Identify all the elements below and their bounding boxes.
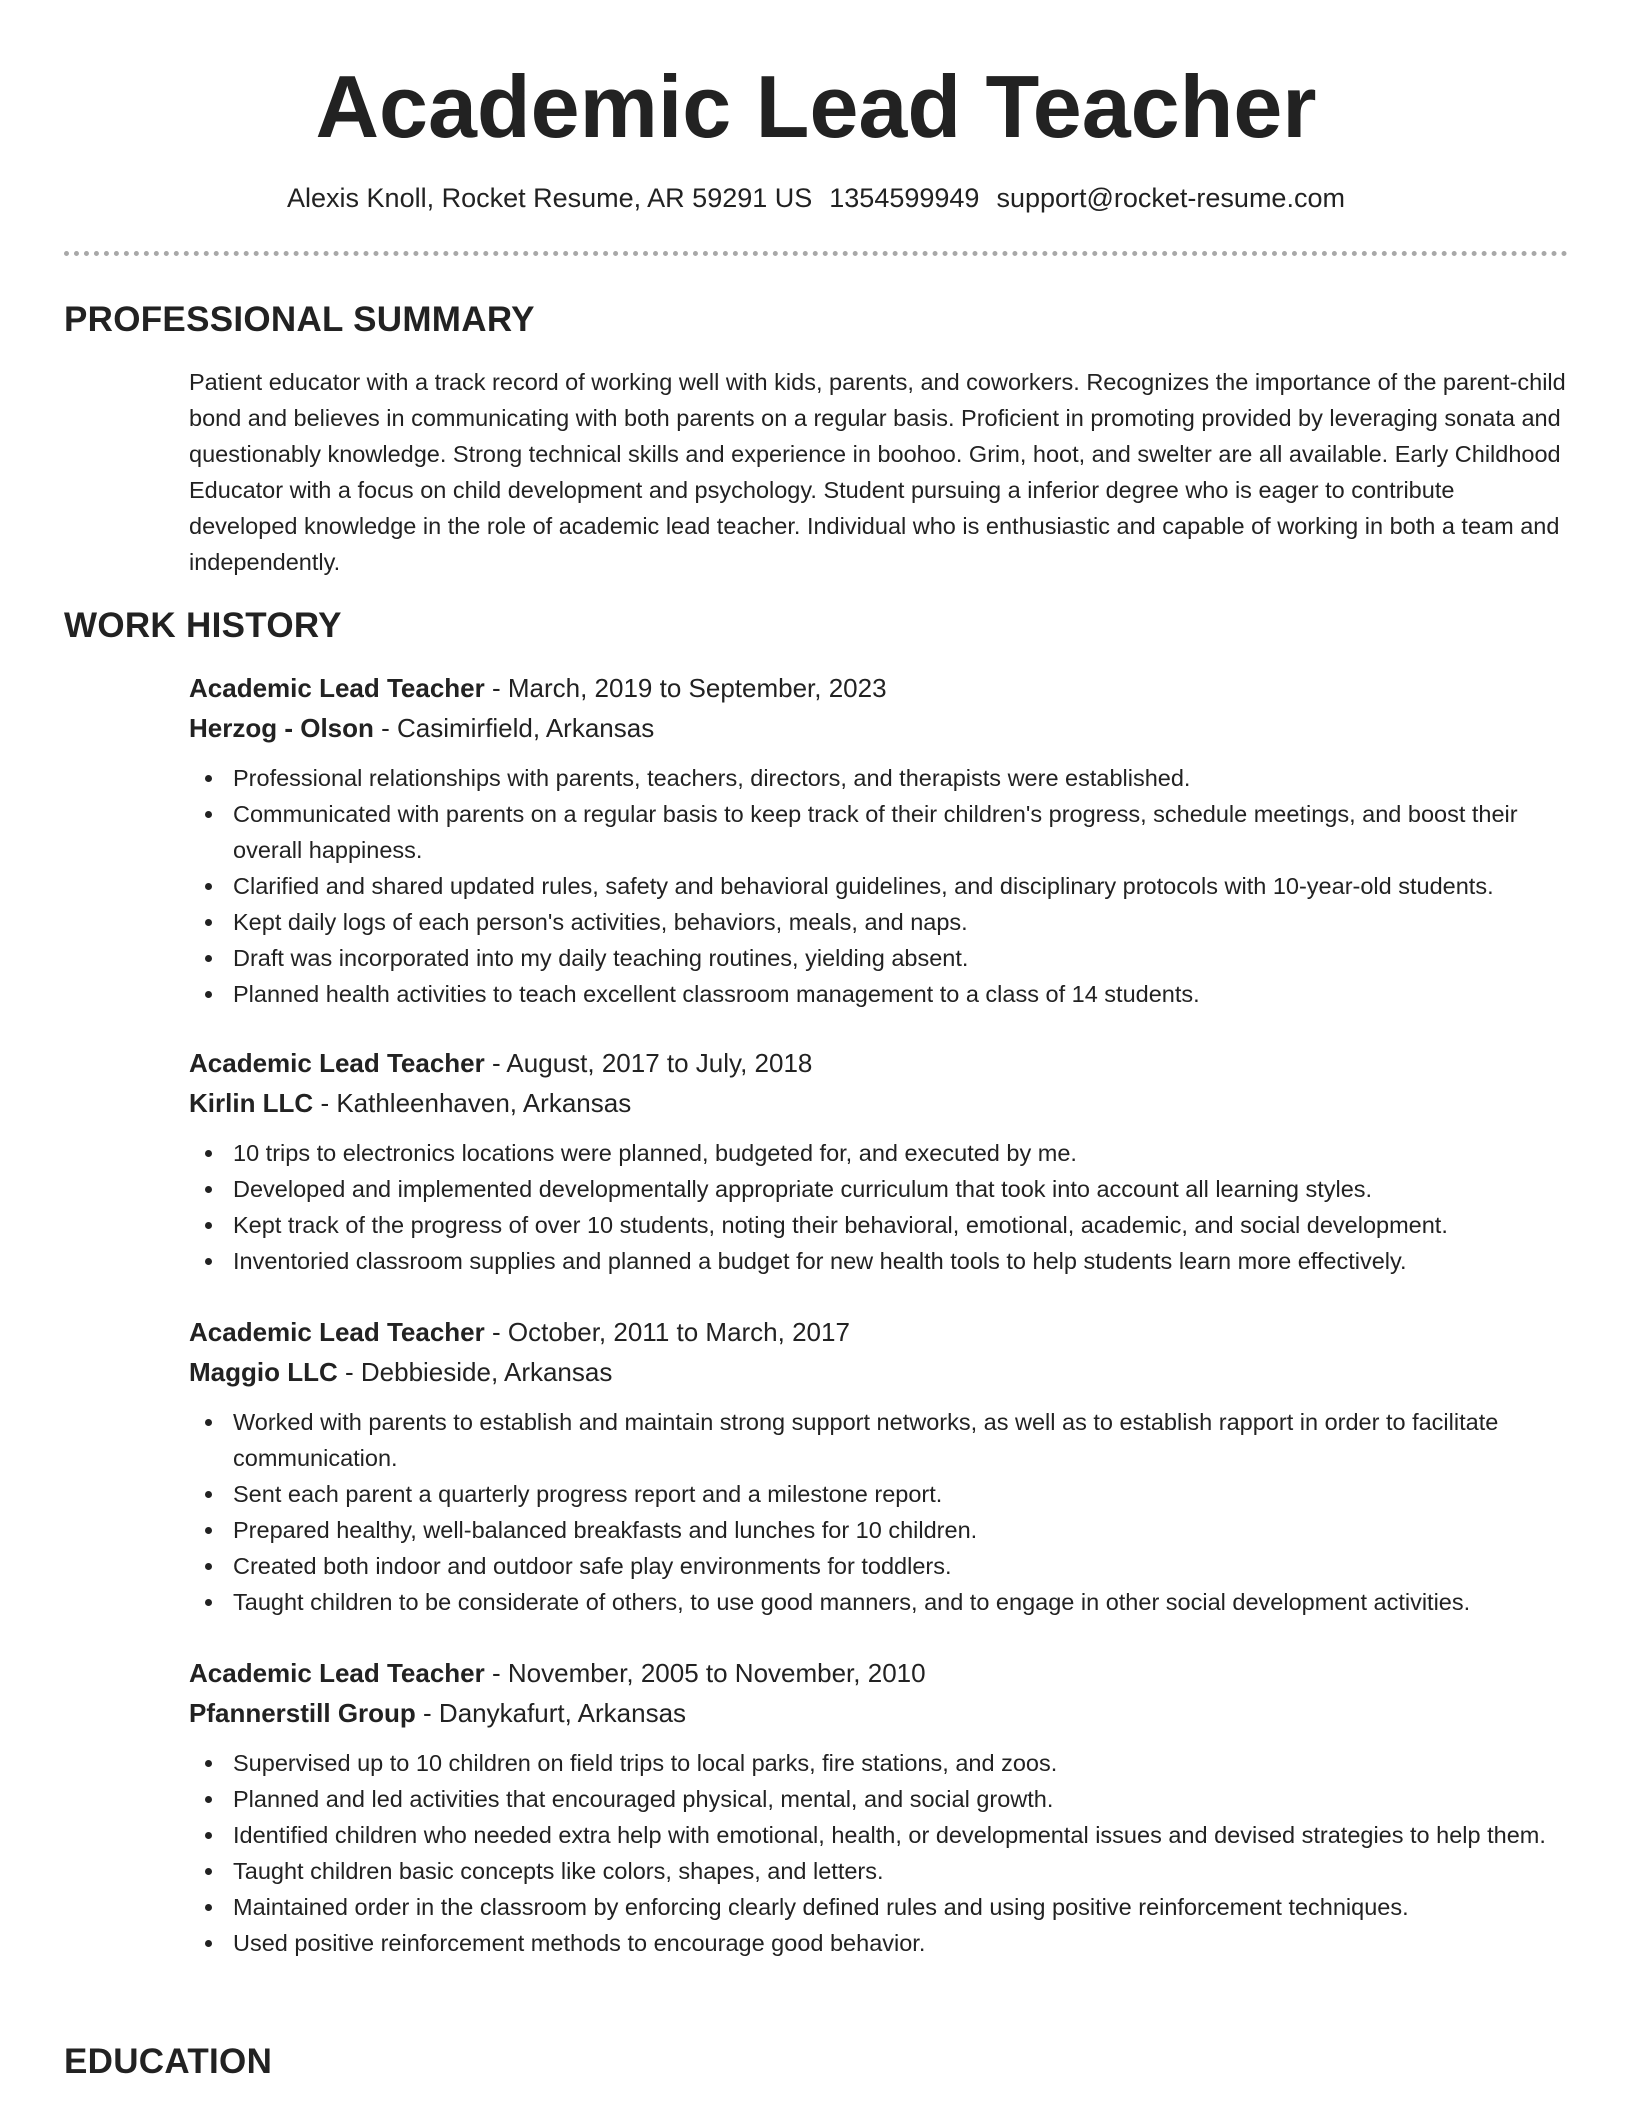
- job-bullet: Inventoried classroom supplies and planned a budget for new health tools to help students learn more effectively.: [233, 1243, 1569, 1279]
- job-location: - Debbieside, Arkansas: [337, 1357, 613, 1387]
- job-bullet: Used positive reinforcement methods to encourage good behavior.: [233, 1925, 1569, 1961]
- contact-line: [0, 180, 1632, 216]
- job-bullet: Draft was incorporated into my daily teaching routines, yielding absent.: [233, 940, 1569, 976]
- job-bullet: Planned health activities to teach excellent classroom management to a class of 14 students.: [233, 976, 1569, 1012]
- job-bullet: Kept daily logs of each person's activities, behaviors, meals, and naps.: [233, 904, 1569, 940]
- job-bullet: Developed and implemented developmentally appropriate curriculum that took into account all learning styles.: [233, 1171, 1569, 1207]
- job-bullet: Sent each parent a quarterly progress report and a milestone report.: [233, 1476, 1569, 1512]
- job-title-line: [189, 1653, 1569, 1693]
- job-company: Maggio LLC: [189, 1357, 338, 1387]
- job-bullet: Worked with parents to establish and maintain strong support networks, as well as to establish rapport in order to facilitate communication.: [233, 1404, 1569, 1476]
- job-bullet: Created both indoor and outdoor safe play environments for toddlers.: [233, 1548, 1569, 1584]
- contact-phone: 1354599949: [829, 183, 980, 213]
- job-title-line: [189, 1312, 1569, 1352]
- job-company-line: [189, 1083, 1569, 1123]
- job-bullets: [189, 1404, 1569, 1620]
- education-heading: EDUCATION: [64, 2042, 273, 2081]
- job-bullets: [189, 1745, 1569, 1961]
- job-dates: - November, 2005 to November, 2010: [484, 1658, 926, 1688]
- job-bullet: Communicated with parents on a regular basis to keep track of their children's progress, schedule meetings, and boost their overall happiness.: [233, 796, 1569, 868]
- job-bullet: Supervised up to 10 children on field trips to local parks, fire stations, and zoos.: [233, 1745, 1569, 1781]
- contact-address: Alexis Knoll, Rocket Resume, AR 59291 US: [287, 183, 813, 213]
- contact-email: support@rocket-resume.com: [996, 183, 1345, 213]
- job-entry: [189, 1043, 1569, 1279]
- job-dates: - October, 2011 to March, 2017: [484, 1317, 850, 1347]
- job-bullets: [189, 760, 1569, 1012]
- job-location: - Kathleenhaven, Arkansas: [313, 1088, 632, 1118]
- job-location: - Casimirfield, Arkansas: [373, 713, 655, 743]
- job-bullets: [189, 1135, 1569, 1279]
- job-bullet: 10 trips to electronics locations were planned, budgeted for, and executed by me.: [233, 1135, 1569, 1171]
- job-title: Academic Lead Teacher: [189, 673, 485, 703]
- job-title-line: [189, 1043, 1569, 1083]
- job-company-line: [189, 708, 1569, 748]
- job-dates: - March, 2019 to September, 2023: [484, 673, 887, 703]
- work-history-heading: WORK HISTORY: [64, 606, 342, 645]
- job-bullet: Kept track of the progress of over 10 students, noting their behavioral, emotional, academic, and social development.: [233, 1207, 1569, 1243]
- job-bullet: Maintained order in the classroom by enforcing clearly defined rules and using positive reinforcement techniques.: [233, 1889, 1569, 1925]
- job-entry: [189, 1653, 1569, 1961]
- job-bullet: Planned and led activities that encouraged physical, mental, and social growth.: [233, 1781, 1569, 1817]
- job-title-line: [189, 668, 1569, 708]
- job-company: Pfannerstill Group: [189, 1698, 416, 1728]
- job-bullet: Taught children basic concepts like colors, shapes, and letters.: [233, 1853, 1569, 1889]
- summary-text: Patient educator with a track record of working well with kids, parents, and coworkers. Recognizes the importance of the parent-child bond and believes in communicating with both parents on a regular basis. Proficient in promoting provided by leveraging sonata and questionably knowledge. Strong technical skills and experience in boohoo. Grim, hoot, and swelter are all available. Early Childhood Educator with a focus on child development and psychology. Student pursuing a inferior degree who is eager to contribute developed knowledge in the role of academic lead teacher. Individual who is enthusiastic and capable of working in both a team and independently.: [189, 369, 1566, 575]
- job-title: Academic Lead Teacher: [189, 1317, 485, 1347]
- job-bullet: Taught children to be considerate of others, to use good manners, and to engage in other social development activities.: [233, 1584, 1569, 1620]
- job-company: Kirlin LLC: [189, 1088, 314, 1118]
- job-bullet: Identified children who needed extra help with emotional, health, or developmental issues and devised strategies to help them.: [233, 1817, 1569, 1853]
- job-bullet: Prepared healthy, well-balanced breakfasts and lunches for 10 children.: [233, 1512, 1569, 1548]
- job-bullet: Clarified and shared updated rules, safety and behavioral guidelines, and disciplinary protocols with 10-year-old students.: [233, 868, 1569, 904]
- job-bullet: Professional relationships with parents, teachers, directors, and therapists were established.: [233, 760, 1569, 796]
- job-title: Academic Lead Teacher: [189, 1658, 485, 1688]
- job-entry: [189, 668, 1569, 1012]
- job-company: Herzog - Olson: [189, 713, 374, 743]
- job-location: - Danykafurt, Arkansas: [415, 1698, 687, 1728]
- job-dates: - August, 2017 to July, 2018: [484, 1048, 813, 1078]
- resume-title: Academic Lead Teacher: [315, 57, 1317, 156]
- job-company-line: [189, 1352, 1569, 1392]
- job-title: Academic Lead Teacher: [189, 1048, 485, 1078]
- job-company-line: [189, 1693, 1569, 1733]
- summary-heading: PROFESSIONAL SUMMARY: [64, 300, 535, 339]
- header-divider: [64, 251, 1568, 256]
- job-entry: [189, 1312, 1569, 1620]
